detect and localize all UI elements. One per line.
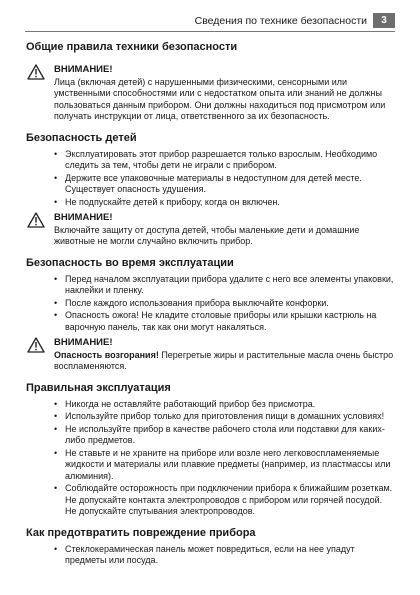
page-number: 3 — [373, 13, 395, 28]
warning-text: Включайте защиту от доступа детей, чтобы маленькие дети и домашние животные не могли случайно включить прибор. — [54, 224, 360, 246]
warning-title: ВНИМАНИЕ! — [54, 337, 113, 348]
bullet-icon: • — [54, 447, 58, 458]
header-divider — [25, 31, 395, 32]
list-item: • Не подпускайте детей к прибору, когда он включен. — [54, 196, 280, 207]
list-item: • После каждого использования прибора выключайте конфорки. — [54, 297, 329, 308]
bullet-icon: • — [54, 543, 58, 554]
list-item: • Держите все упаковочные материалы в недоступном для детей месте. Существует опасность удушения. — [54, 172, 362, 194]
warning-triangle-icon — [27, 64, 45, 80]
list-item: • Используйте прибор только для приготовления пищи в домашних условиях! — [54, 411, 385, 421]
warning-block-fire — [26, 337, 396, 373]
correct-use-list — [54, 399, 396, 518]
section-title-correct-use: Правильная эксплуатация — [26, 381, 171, 394]
bullet-icon: • — [54, 172, 58, 183]
section-title-damage: Как предотвратить повреждение прибора — [26, 526, 256, 539]
section-title-general: Общие правила техники безопасности — [26, 41, 238, 53]
warning-block-general — [26, 64, 396, 123]
list-item: • Опасность ожога! Не кладите столовые приборы или крышки кастрюль на варочную панель, так как они могут накаляться. — [54, 310, 377, 332]
list-item: • Соблюдайте осторожность при подключении прибора к ближайшим розеткам. Не допускайте контакта электропроводов с прибором или горячей посудой. Не допускайте спутывания электропроводов. — [54, 483, 393, 516]
warning-run-in: Опасность возгорания! — [54, 349, 159, 360]
section-title-children: Безопасность детей — [26, 131, 137, 144]
warning-text: Перегретые жиры и растительные масла очень быстро воспламеняются. — [54, 349, 394, 371]
warning-title: ВНИМАНИЕ! — [54, 212, 113, 223]
list-item: • Никогда не оставляйте работающий прибор без присмотра. — [54, 398, 316, 409]
bullet-icon: • — [54, 297, 58, 308]
damage-list — [54, 544, 396, 567]
list-item: • Эксплуатировать этот прибор разрешается только взрослым. Необходимо следить за тем, чтобы дети не играли с прибором. — [54, 148, 378, 170]
bullet-icon: • — [54, 483, 58, 493]
document-body — [26, 40, 396, 571]
header-title: Сведения по технике безопасности — [194, 14, 367, 27]
bullet-icon: • — [54, 310, 58, 320]
section-title-operation-safety: Безопасность во время эксплуатации — [26, 256, 234, 269]
warning-triangle-icon — [27, 337, 45, 353]
list-item: • Не используйте прибор в качестве рабочего стола или подставки для каких-либо предметов. — [54, 423, 385, 445]
bullet-icon: • — [54, 423, 58, 434]
warning-text: Лица (включая детей) с нарушенными физическими, сенсорными или умственными способностями или с недостатком опыта или знаний не должны пользоваться данным прибором. Они должны находиться под присмотром или получать инструкции от лица, ответственного за их безопасность. — [54, 76, 386, 121]
warning-title: ВНИМАНИЕ! — [54, 64, 113, 75]
bullet-icon: • — [54, 411, 58, 421]
bullet-icon: • — [54, 273, 58, 284]
list-item: • Стеклокерамическая панель может повредиться, если на нее упадут предметы или посуда. — [54, 543, 355, 565]
page-header — [195, 13, 395, 28]
bullet-icon: • — [54, 398, 58, 409]
operation-list — [54, 274, 396, 334]
list-item: • Перед началом эксплуатации прибора удалите с него все элементы упаковки, наклейки и пленку. — [54, 273, 394, 295]
bullet-icon: • — [54, 148, 58, 159]
warning-triangle-icon — [27, 212, 45, 228]
list-item: • Не ставьте и не храните на приборе или возле него легковоспламеняемые жидкости и материалы или плавкие предметы (например, из пластмассы или алюминия). — [54, 447, 391, 481]
bullet-icon: • — [54, 196, 58, 207]
warning-block-children — [26, 212, 396, 248]
children-list — [54, 149, 396, 209]
